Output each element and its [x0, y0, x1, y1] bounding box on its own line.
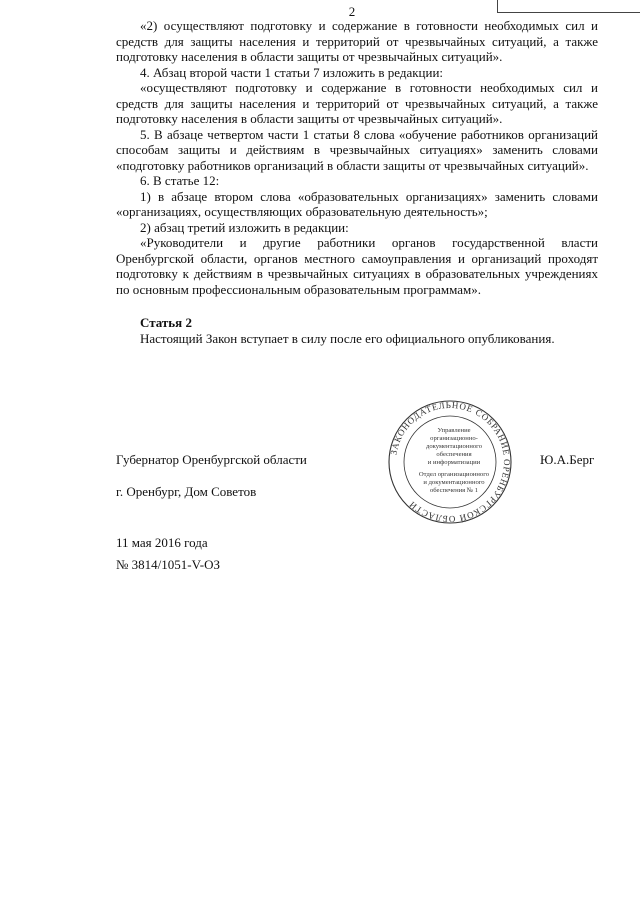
paragraph: «Руководители и другие работники органов государственной власти Оренбургской области, органов местного самоуправления и организаций проходят подготовку к действиям в чрезвычайных ситуациях в образовательных учреждениях по основным профессиональным образовательным программам». [116, 235, 598, 297]
svg-text:и документационного: и документационного [423, 479, 485, 486]
seal-inner-text [419, 427, 490, 494]
paragraph: 1) в абзаце втором слова «образовательных организациях» заменить словами «организациях, осуществляющих образовательную деятельность»; [116, 188, 598, 219]
svg-text:обеспечения № 1: обеспечения № 1 [429, 487, 479, 494]
signature-name: Ю.А.Берг [540, 452, 595, 467]
page-number: 2 [348, 4, 356, 19]
svg-text:организационно-: организационно- [430, 435, 478, 442]
official-seal [370, 400, 530, 525]
svg-text:документационного: документационного [425, 443, 483, 450]
law-number: № 3814/1051-V-ОЗ [116, 557, 221, 572]
paragraph: «2) осуществляют подготовку и содержание в готовности необходимых сил и средств для защиты населения и территорий от чрезвычайных ситуаций, а также подготовку населения в области защиты от чрезвычайных ситуаций». [116, 18, 598, 64]
svg-text:Управление: Управление [437, 427, 471, 434]
paragraph: 4. Абзац второй части 1 статьи 7 изложить в редакции: [140, 64, 444, 80]
document-body [116, 18, 598, 346]
article-text: Настоящий Закон вступает в силу после его официального опубликования. [140, 330, 555, 346]
paragraph: 5. В абзаце четвертом части 1 статьи 8 слова «обучение работников организаций способам защиты и действиям в чрезвычайных ситуациях» заменить словами «подготовку работников организаций в области защиты от чрезвычайных ситуаций». [116, 126, 598, 173]
svg-text:и информатизации: и информатизации [427, 459, 481, 466]
svg-text:обеспечения: обеспечения [436, 451, 472, 458]
paragraph: «осуществляют подготовку и содержание в готовности необходимых сил и средств для защиты населения и территорий от чрезвычайных ситуаций, а также подготовку населения в области защиты от чрезвычайных ситуаций». [116, 80, 598, 126]
svg-text:Отдел организационного: Отдел организационного [418, 471, 490, 478]
seal-outer-text: ЗАКОНОДАТЕЛЬНОЕ СОБРАНИЕ ОРЕНБУРГСКОЙ ОБЛАСТИ [388, 400, 513, 525]
signing-place: г. Оренбург, Дом Советов [116, 484, 257, 499]
signature-role: Губернатор Оренбургской области [116, 452, 307, 467]
paragraph: 2) абзац третий изложить в редакции: [140, 219, 349, 235]
article-heading: Статья 2 [140, 315, 192, 330]
paragraph: 6. В статье 12: [140, 173, 220, 188]
signing-date: 11 мая 2016 года [116, 535, 208, 550]
